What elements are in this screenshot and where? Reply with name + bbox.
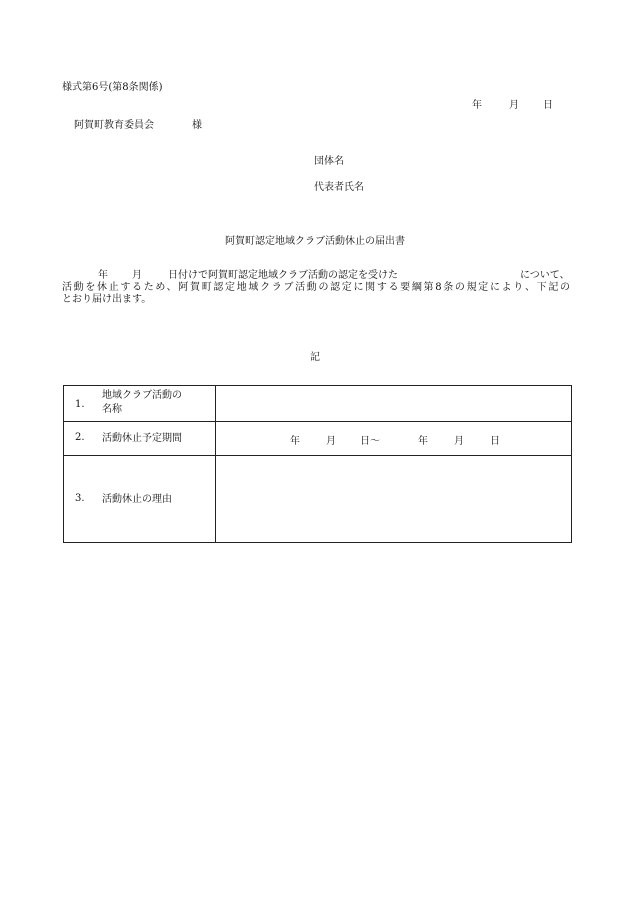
body-paragraph (62, 270, 570, 306)
body-year-label: 年 (98, 270, 108, 281)
document-title: 阿賀町認定地域クラブ活動休止の届出書 (225, 236, 405, 247)
body-line-1-tail: について、 (520, 270, 570, 281)
organization-name-label: 団体名 (314, 156, 344, 167)
date-month-label: 月 (509, 100, 519, 111)
column-divider (215, 455, 216, 543)
table-row (64, 386, 571, 422)
period-end-day: 日 (490, 436, 500, 447)
column-divider (215, 421, 216, 455)
body-month-label: 月 (132, 270, 142, 281)
period-start-day: 日〜 (360, 436, 380, 447)
table-row (64, 421, 571, 456)
period-start-year: 年 (290, 436, 300, 447)
table-row (64, 455, 571, 543)
ki-heading: 記 (310, 352, 320, 363)
date-day-label: 日 (543, 100, 553, 111)
addressee-honorific: 様 (192, 120, 202, 131)
row-number: 1. (75, 399, 85, 410)
addressee-name: 阿賀町教育委員会 (74, 120, 154, 131)
record-table (63, 385, 572, 543)
row-label: 活動休止の理由 (102, 494, 172, 505)
row-number: 2. (75, 432, 85, 443)
row-label-line: 地域クラブ活動の (102, 390, 182, 401)
body-line-1 (62, 270, 570, 282)
column-divider (215, 386, 216, 421)
form-number: 様式第6号(第8条関係) (62, 82, 163, 93)
period-end-month: 月 (454, 436, 464, 447)
body-day-text: 日付けで阿賀町認定地域クラブ活動の認定を受けた (168, 270, 398, 281)
row-number: 3. (75, 493, 85, 504)
body-line-2: 活動を休止するため、阿賀町認定地域クラブ活動の認定に関する要綱第8条の規定により、下記の (62, 282, 570, 293)
period-end-year: 年 (418, 436, 428, 447)
date-year-label: 年 (472, 100, 482, 111)
body-line-3: とおり届け出ます。 (62, 294, 152, 305)
row-label: 活動休止予定期間 (102, 433, 182, 444)
row-label (102, 389, 182, 417)
row-label-line: 名称 (102, 404, 122, 415)
representative-name-label: 代表者氏名 (314, 182, 364, 193)
period-start-month: 月 (326, 436, 336, 447)
